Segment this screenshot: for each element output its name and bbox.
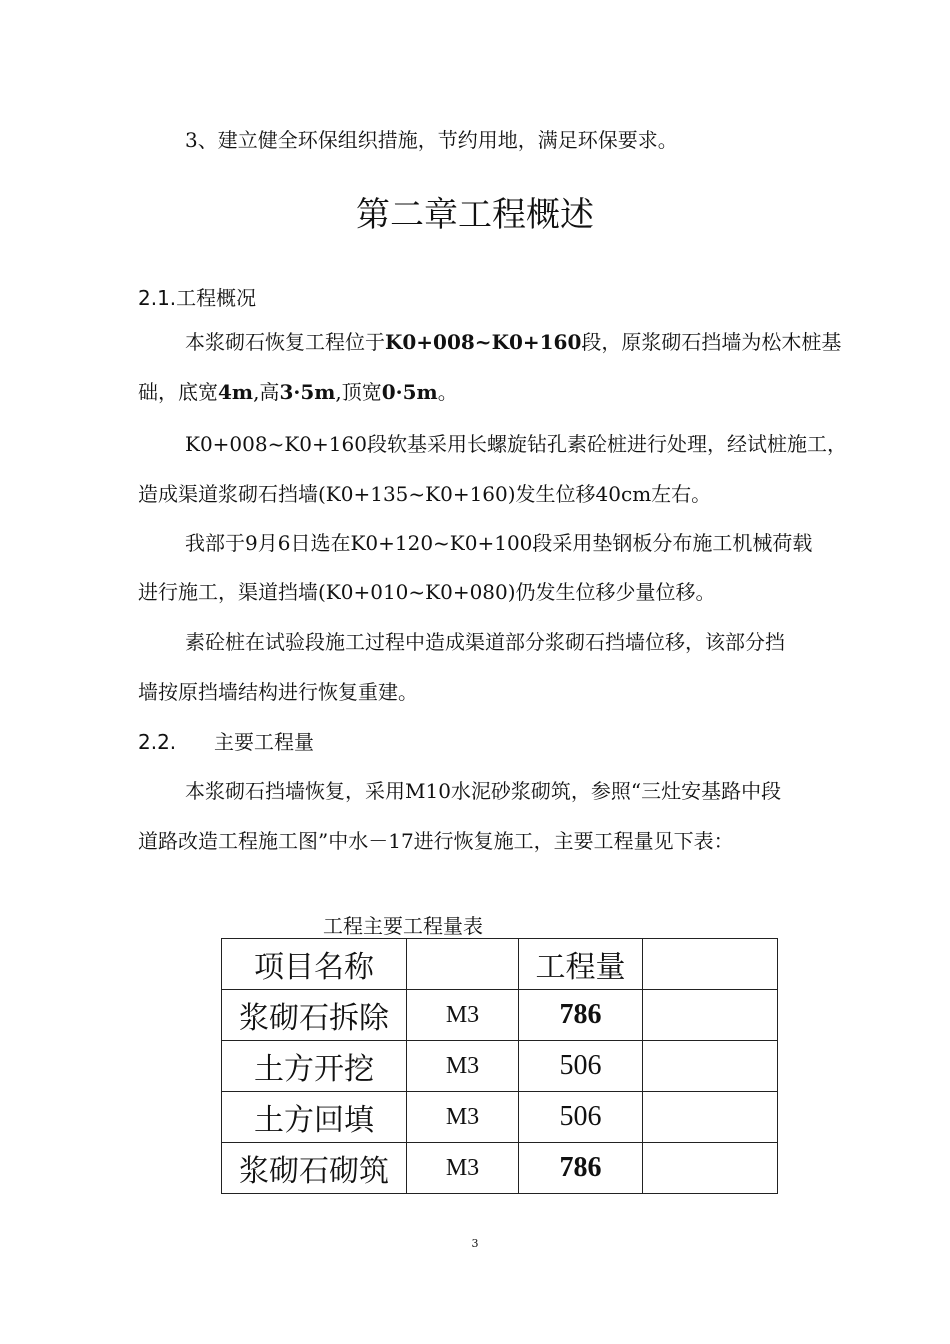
paragraph-3-line-1: 我部于9月6日选在K0+120~K0+100段采用垫钢板分布施工机械荷载 <box>185 531 813 555</box>
quantity-cell: 786 <box>519 990 643 1041</box>
text-segment: 本浆砌石恢复工程位于 <box>185 330 385 354</box>
quantity-table <box>221 938 778 1194</box>
bottom-width-value: 4m <box>218 380 254 404</box>
table-row <box>222 1092 778 1143</box>
table-header-row <box>222 939 778 990</box>
section-number: 2.2. <box>138 730 177 754</box>
remark-cell <box>643 990 778 1041</box>
intro-line: 3、建立健全环保组织措施，节约用地，满足环保要求。 <box>185 128 678 152</box>
text-segment: 段，原浆砌石挡墙为松木桩基 <box>581 330 842 354</box>
table-row <box>222 1143 778 1194</box>
page-number: 3 <box>471 1237 479 1250</box>
table-row <box>222 990 778 1041</box>
text-segment: ,顶宽 <box>335 380 382 404</box>
paragraph-2-line-2: 造成渠道浆砌石挡墙(K0+135~K0+160)发生位移40cm左右。 <box>138 482 712 506</box>
station-range: K0+008~K0+160 <box>385 330 582 354</box>
section-2-1-heading: 2.1.工程概况 <box>138 286 257 310</box>
remark-cell <box>643 1041 778 1092</box>
section-title: 主要工程量 <box>214 730 314 754</box>
header-cell-unit <box>407 939 519 990</box>
text-segment: ,高 <box>253 380 280 404</box>
text-segment: 础，底宽 <box>138 380 218 404</box>
item-name-cell: 土方开挖 <box>222 1041 407 1092</box>
height-value: 3·5m <box>279 380 336 404</box>
table-caption: 工程主要工程量表 <box>323 914 483 938</box>
header-cell-remark <box>643 939 778 990</box>
header-cell-quantity: 工程量 <box>519 939 643 990</box>
table-row <box>222 1041 778 1092</box>
item-name-cell: 浆砌石砌筑 <box>222 1143 407 1194</box>
paragraph-2-line-1: K0+008~K0+160段软基采用长螺旋钻孔素砼桩进行处理，经试桩施工， <box>185 432 847 456</box>
section-2-2-heading <box>138 730 314 754</box>
paragraph-4-line-1: 素砼桩在试验段施工过程中造成渠道部分浆砌石挡墙位移，该部分挡 <box>185 630 785 654</box>
paragraph-3-line-2: 进行施工，渠道挡墙(K0+010~K0+080)仍发生位移少量位移。 <box>138 580 716 604</box>
unit-cell: M3 <box>407 1041 519 1092</box>
unit-cell: M3 <box>407 990 519 1041</box>
paragraph-1-line-1 <box>185 330 841 354</box>
chapter-title: 第二章工程概述 <box>356 195 594 235</box>
paragraph-5-line-1: 本浆砌石挡墙恢复，采用M10水泥砂浆砌筑，参照“三灶安基路中段 <box>185 779 782 803</box>
remark-cell <box>643 1143 778 1194</box>
paragraph-4-line-2: 墙按原挡墙结构进行恢复重建。 <box>138 680 418 704</box>
unit-cell: M3 <box>407 1092 519 1143</box>
item-name-cell: 土方回填 <box>222 1092 407 1143</box>
remark-cell <box>643 1092 778 1143</box>
top-width-value: 0·5m <box>381 380 438 404</box>
header-cell-item-name: 项目名称 <box>222 939 407 990</box>
quantity-cell: 786 <box>519 1143 643 1194</box>
unit-cell: M3 <box>407 1143 519 1194</box>
text-segment: 。 <box>437 380 458 404</box>
quantity-cell: 506 <box>519 1092 643 1143</box>
paragraph-5-line-2: 道路改造工程施工图”中水－17进行恢复施工，主要工程量见下表： <box>138 829 734 853</box>
item-name-cell: 浆砌石拆除 <box>222 990 407 1041</box>
quantity-cell: 506 <box>519 1041 643 1092</box>
paragraph-1-line-2 <box>138 380 458 404</box>
